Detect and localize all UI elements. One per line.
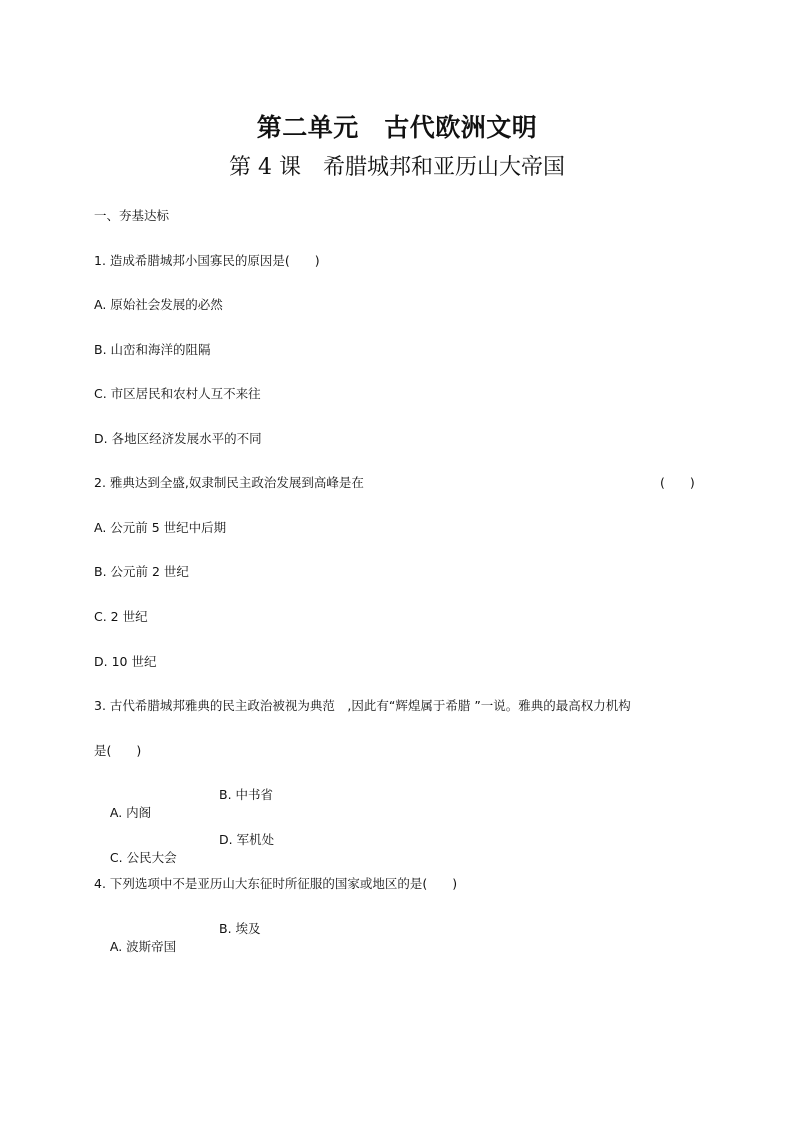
question-3-option-c: C. 公民大会 — [109, 850, 177, 865]
question-3-stem-line-2: 是( ) — [94, 743, 142, 758]
question-3-option-d: D. 军机处 — [219, 832, 275, 847]
question-4-options-row-1 — [94, 920, 261, 992]
question-2-option-c: C. 2 世纪 — [94, 609, 148, 624]
question-1-option-c: C. 市区居民和农村人互不来往 — [94, 386, 261, 401]
question-1-option-b: B. 山峦和海洋的阻隔 — [94, 342, 211, 357]
question-4-option-b: B. 埃及 — [219, 921, 261, 936]
question-4-option-a: A. 波斯帝国 — [109, 939, 177, 954]
lesson-title: 第 4 课 希腊城邦和亚历山大帝国 — [229, 155, 565, 180]
question-2-option-b: B. 公元前 2 世纪 — [94, 564, 189, 579]
unit-title: 第二单元 古代欧洲文明 — [256, 113, 538, 142]
question-3-option-b: B. 中书省 — [219, 787, 274, 802]
question-2-answer-paren: ( ) — [660, 475, 695, 490]
question-1-option-d: D. 各地区经济发展水平的不同 — [94, 431, 262, 446]
question-1-option-a: A. 原始社会发展的必然 — [94, 297, 223, 312]
question-1-stem: 1. 造成希腊城邦小国寡民的原因是( ) — [94, 253, 320, 268]
question-3-stem-line-1: 3. 古代希腊城邦雅典的民主政治被视为典范 ,因此有“辉煌属于希腊 ”一说。雅典的最高权力机构 — [94, 698, 631, 713]
section-heading: 一、夯基达标 — [94, 208, 170, 223]
question-2-option-a: A. 公元前 5 世纪中后期 — [94, 520, 227, 535]
question-2-stem: 2. 雅典达到全盛,奴隶制民主政治发展到高峰是在 — [94, 475, 364, 490]
question-2-option-d: D. 10 世纪 — [94, 654, 157, 669]
question-4-stem: 4. 下列选项中不是亚历山大东征时所征服的国家或地区的是( ) — [94, 876, 458, 891]
question-3-option-a: A. 内阁 — [109, 805, 152, 820]
